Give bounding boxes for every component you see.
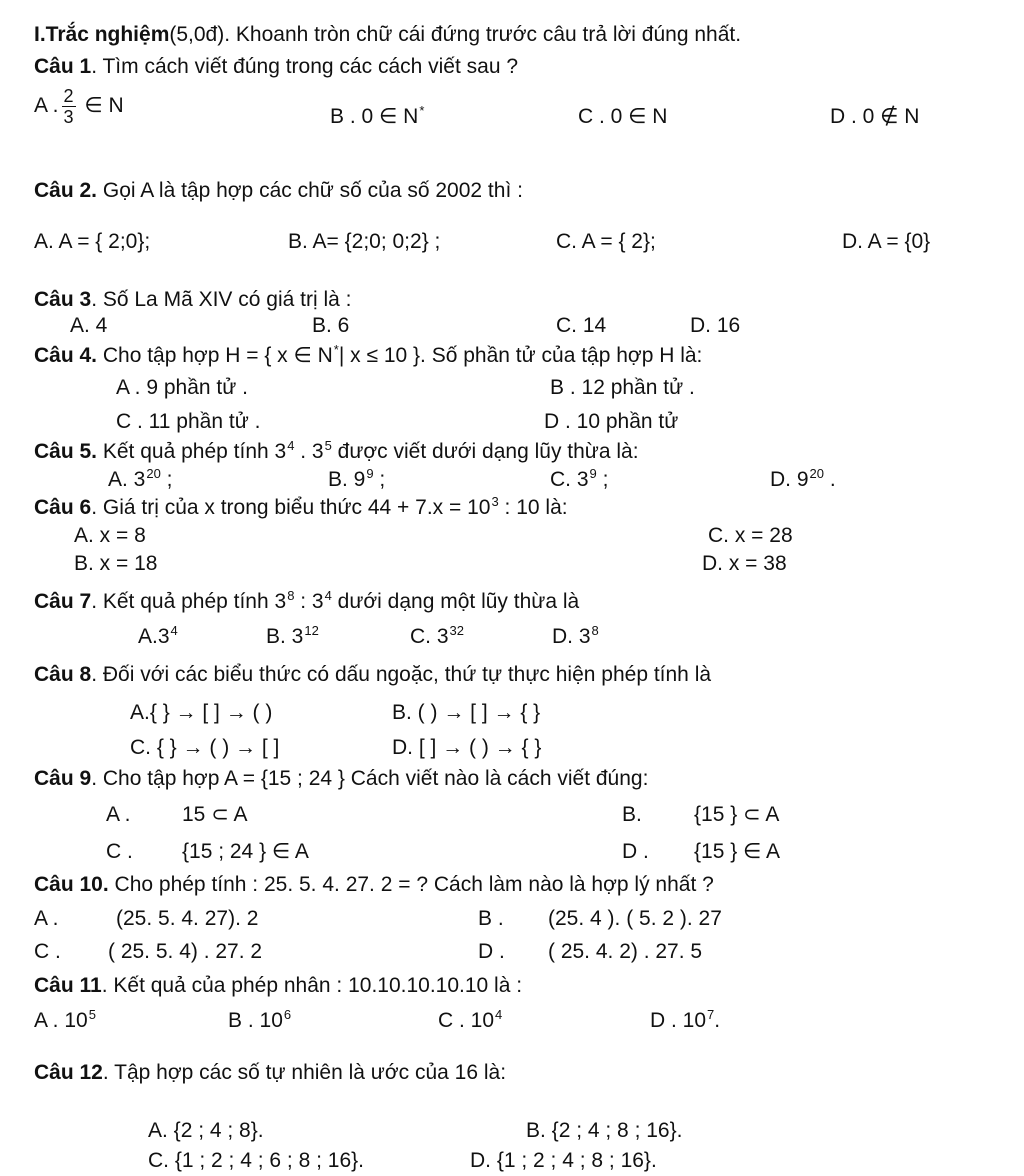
question-number: Câu 6	[34, 496, 92, 519]
q12-option-b[interactable]: B. {2 ; 4 ; 8 ; 16}.	[526, 1119, 683, 1142]
q12-option-d[interactable]: D. {1 ; 2 ; 4 ; 8 ; 16}.	[470, 1149, 657, 1172]
question-9	[34, 768, 648, 789]
q5-option-c[interactable]: C. $3^9$ ;	[550, 466, 609, 491]
q7-option-b[interactable]: B. $3^{12}$	[266, 623, 319, 648]
question-1	[34, 56, 518, 77]
question-5: Câu 5. Kết quả phép tính $3^4$ . $3^5$ được viết dưới dạng lũy thừa là:	[34, 438, 639, 463]
question-number: Câu 12	[34, 1061, 103, 1084]
question-2	[34, 180, 523, 201]
q6-option-b[interactable]: B. x = 18	[74, 552, 158, 575]
fraction: $\frac{2}{3}$	[63, 86, 74, 127]
question-text: Cho phép tính : 25. 5. 4. 27. 2 = ? Cách làm nào là hợp lý nhất ?	[108, 873, 714, 896]
q10-option-d-label[interactable]: D .	[478, 940, 505, 963]
question-10	[34, 874, 714, 895]
q11-option-b[interactable]: B . $10^6$	[228, 1007, 292, 1032]
q4-option-a[interactable]: A . 9 phần tử .	[116, 376, 248, 399]
q6-option-d[interactable]: D. x = 38	[702, 552, 787, 575]
q9-option-b-label[interactable]: B.	[622, 803, 642, 826]
q8-option-a[interactable]: A.{ } → [ ] → ( )	[130, 701, 273, 724]
section-title: I.Trắc nghiệm	[34, 23, 170, 46]
q9-option-d-value: {15 } ∈ A	[694, 840, 781, 863]
q2-option-b[interactable]: B. A= {2;0; 0;2} ;	[288, 230, 441, 253]
q3-option-a[interactable]: A. 4	[70, 314, 108, 337]
q10-option-c-value: ( 25. 5. 4) . 27. 2	[108, 940, 263, 963]
q7-option-a[interactable]: $A.3^4$	[138, 623, 178, 648]
q3-option-b[interactable]: B. 6	[312, 314, 350, 337]
q8-option-b[interactable]: B. ( ) → [ ] → { }	[392, 701, 541, 724]
question-number: Câu 4.	[34, 344, 98, 367]
q1-option-a[interactable]: A . $\frac{2}{3}$ ∈ N	[34, 86, 124, 127]
question-text: . Số La Mã XIV có giá trị là :	[91, 288, 352, 311]
q4-option-d[interactable]: D . 10 phần tử	[544, 410, 679, 433]
q12-option-c[interactable]: C. {1 ; 2 ; 4 ; 6 ; 8 ; 16}.	[148, 1149, 364, 1172]
q11-option-c[interactable]: C . $10^4$	[438, 1007, 503, 1032]
q12-option-a[interactable]: A. {2 ; 4 ; 8}.	[148, 1119, 264, 1142]
section-instructions: (5,0đ). Khoanh tròn chữ cái đứng trước câu trả lời đúng nhất.	[169, 23, 742, 46]
question-number: Câu 9	[34, 767, 92, 790]
question-4: Câu 4. Cho tập hợp H = { x ∈ N*| x ≤ 10 }. Số phần tử của tập hợp H là:	[34, 342, 703, 367]
q9-option-c-label[interactable]: C .	[106, 840, 133, 863]
question-text: . Kết quả của phép nhân : 10.10.10.10.10 là :	[101, 974, 523, 997]
q9-option-c-value: {15 ; 24 } ∈ A	[182, 840, 309, 863]
question-6: Câu 6. Giá trị của x trong biểu thức $44 + 7.x = 10^3$ : 10 là:	[34, 494, 568, 519]
question-11	[34, 975, 522, 996]
question-3	[34, 289, 351, 310]
q4-option-b[interactable]: B . 12 phần tử .	[550, 376, 695, 399]
question-number: Câu 11	[34, 974, 102, 997]
q9-option-b-value: {15 } ⊂ A	[694, 803, 780, 826]
section-header	[34, 24, 741, 45]
question-number: Câu 3	[34, 288, 92, 311]
question-12	[34, 1062, 506, 1083]
q9-option-a-label[interactable]: A .	[106, 803, 131, 826]
q10-option-a-label[interactable]: A .	[34, 907, 59, 930]
question-number: Câu 1	[34, 55, 92, 78]
q10-option-a-value: (25. 5. 4. 27). 2	[116, 907, 259, 930]
q6-option-a[interactable]: A. x = 8	[74, 524, 146, 547]
question-number: Câu 10.	[34, 873, 109, 896]
question-text: . Cho tập hợp A = {15 ; 24 } Cách viết nào là cách viết đúng:	[91, 767, 649, 790]
question-number: Câu 8	[34, 663, 92, 686]
question-text: . Tập hợp các số tự nhiên là ước của 16 là:	[102, 1061, 507, 1084]
question-number: Câu 7	[34, 590, 92, 613]
question-text: . Đối với các biểu thức có dấu ngoặc, thứ tự thực hiện phép tính là	[91, 663, 712, 686]
question-text: . Tìm cách viết đúng trong các cách viết sau ?	[91, 55, 519, 78]
q7-option-c[interactable]: C. $3^{32}$	[410, 623, 464, 648]
q11-option-d[interactable]: D . $10^7$.	[650, 1007, 721, 1032]
q2-option-a[interactable]: A. A = { 2;0};	[34, 230, 151, 253]
q9-option-a-value: 15 ⊂ A	[182, 803, 248, 826]
q5-option-d[interactable]: D. $9^{20}$ .	[770, 466, 836, 491]
q7-option-d[interactable]: D. $3^8$	[552, 623, 599, 648]
q1-option-c[interactable]: C . 0 ∈ N	[578, 105, 668, 128]
q9-option-d-label[interactable]: D .	[622, 840, 649, 863]
q1-option-b[interactable]: B . 0 ∈ N*	[330, 103, 425, 128]
question-number: Câu 5.	[34, 440, 98, 463]
q10-option-d-value: ( 25. 4. 2) . 27. 5	[548, 940, 703, 963]
q4-option-c[interactable]: C . 11 phần tử .	[116, 410, 261, 433]
question-text: Gọi A là tập hợp các chữ số của số 2002 thì :	[97, 179, 523, 202]
q10-option-b-value: (25. 4 ). ( 5. 2 ). 27	[548, 907, 722, 930]
q8-option-c[interactable]: C. { } → ( ) → [ ]	[130, 736, 280, 759]
q10-option-b-label[interactable]: B .	[478, 907, 504, 930]
question-7: Câu 7. Kết quả phép tính $3^8$ : $3^4$ dưới dạng một lũy thừa là	[34, 588, 580, 613]
q10-option-c-label[interactable]: C .	[34, 940, 61, 963]
q3-option-c[interactable]: C. 14	[556, 314, 607, 337]
question-number: Câu 2.	[34, 179, 98, 202]
q11-option-a[interactable]: A . $10^5$	[34, 1007, 96, 1032]
q1-option-d[interactable]: D . 0 ∉ N	[830, 105, 920, 128]
q6-option-c[interactable]: C. x = 28	[708, 524, 793, 547]
q2-option-c[interactable]: C. A = { 2};	[556, 230, 656, 253]
q5-option-a[interactable]: A. $3^{20}$ ;	[108, 466, 173, 491]
question-8	[34, 664, 711, 685]
q5-option-b[interactable]: B. $9^9$ ;	[328, 466, 386, 491]
q3-option-d[interactable]: D. 16	[690, 314, 741, 337]
q8-option-d[interactable]: D. [ ] → ( ) → { }	[392, 736, 542, 759]
q2-option-d[interactable]: D. A = {0}	[842, 230, 931, 253]
